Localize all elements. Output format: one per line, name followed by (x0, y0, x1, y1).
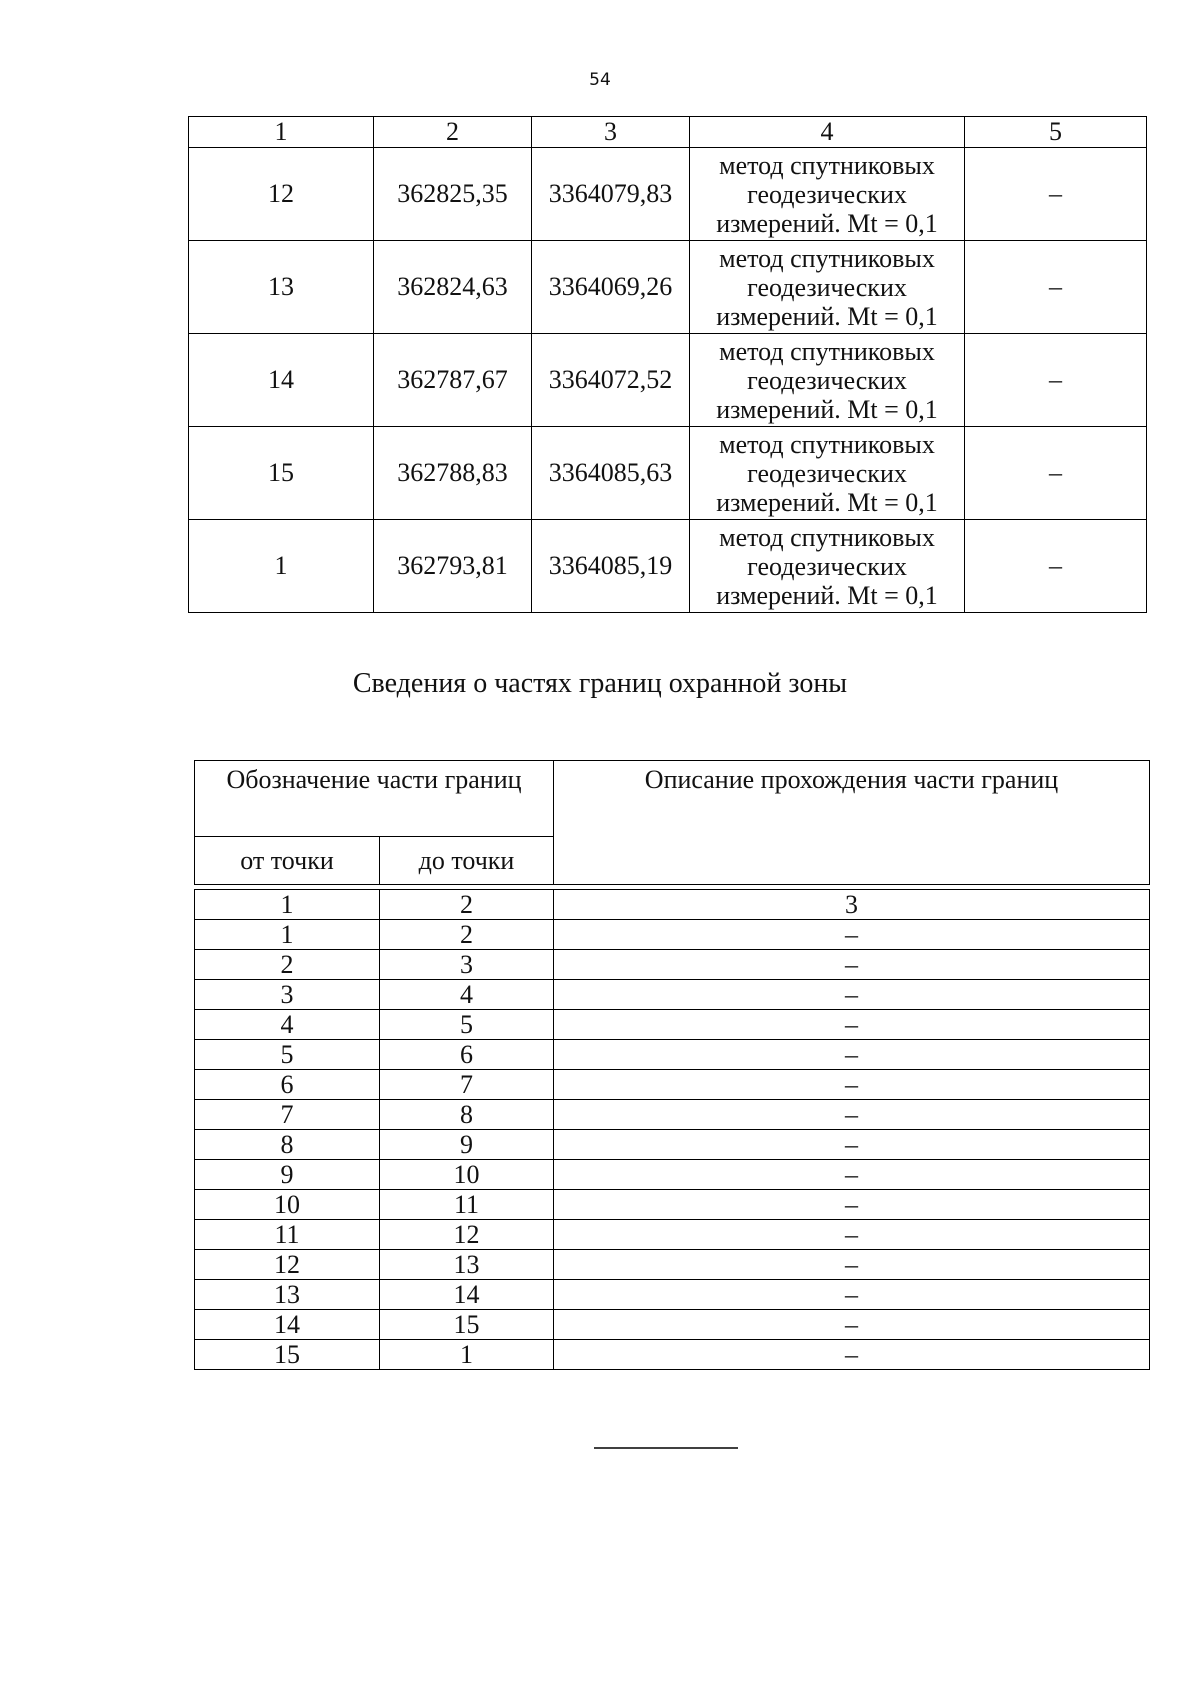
point-number-cell: 14 (189, 334, 374, 427)
y-coordinate-cell: 3364069,26 (532, 241, 690, 334)
point-number-cell: 12 (189, 148, 374, 241)
from-point-cell: 9 (195, 1160, 380, 1190)
to-point-cell: 14 (380, 1280, 554, 1310)
x-coordinate-cell: 362787,67 (374, 334, 532, 427)
description-cell: – (554, 1100, 1150, 1130)
point-number-cell: 15 (189, 427, 374, 520)
description-cell: – (554, 1130, 1150, 1160)
from-point-cell: 12 (195, 1250, 380, 1280)
method-line: геодезических (747, 458, 907, 488)
method-line: геодезических (747, 551, 907, 581)
point-number-cell: 13 (189, 241, 374, 334)
description-cell: – (554, 920, 1150, 950)
method-line: геодезических (747, 179, 907, 209)
to-point-cell: 2 (380, 920, 554, 950)
to-point-cell: 1 (380, 1340, 554, 1370)
header-from-point: от точки (195, 837, 380, 885)
column-number: 2 (380, 890, 554, 920)
from-point-cell: 13 (195, 1280, 380, 1310)
description-cell: – (554, 1040, 1150, 1070)
from-point-cell: 11 (195, 1220, 380, 1250)
column-number: 3 (554, 890, 1150, 920)
to-point-cell: 10 (380, 1160, 554, 1190)
point-number-cell: 1 (189, 520, 374, 613)
to-point-cell: 13 (380, 1250, 554, 1280)
method-line: геодезических (747, 365, 907, 395)
from-point-cell: 5 (195, 1040, 380, 1070)
note-cell: – (965, 334, 1147, 427)
method-line: измерений. Mt = 0,1 (716, 301, 938, 331)
from-point-cell: 6 (195, 1070, 380, 1100)
x-coordinate-cell: 362824,63 (374, 241, 532, 334)
to-point-cell: 5 (380, 1010, 554, 1040)
from-point-cell: 7 (195, 1100, 380, 1130)
from-point-cell: 14 (195, 1310, 380, 1340)
to-point-cell: 15 (380, 1310, 554, 1340)
description-cell: – (554, 1340, 1150, 1370)
from-point-cell: 8 (195, 1130, 380, 1160)
header-description: Описание прохождения части границ (554, 761, 1150, 885)
page-number: 54 (589, 70, 611, 90)
y-coordinate-cell: 3364072,52 (532, 334, 690, 427)
column-number: 5 (965, 117, 1147, 148)
note-cell: – (965, 427, 1147, 520)
method-line: измерений. Mt = 0,1 (716, 487, 938, 517)
note-cell: – (965, 520, 1147, 613)
from-point-cell: 3 (195, 980, 380, 1010)
column-number: 1 (189, 117, 374, 148)
y-coordinate-cell: 3364085,19 (532, 520, 690, 613)
method-line: измерений. Mt = 0,1 (716, 580, 938, 610)
to-point-cell: 3 (380, 950, 554, 980)
y-coordinate-cell: 3364079,83 (532, 148, 690, 241)
description-cell: – (554, 1280, 1150, 1310)
from-point-cell: 2 (195, 950, 380, 980)
column-number: 2 (374, 117, 532, 148)
description-cell: – (554, 950, 1150, 980)
x-coordinate-cell: 362825,35 (374, 148, 532, 241)
description-cell: – (554, 1190, 1150, 1220)
description-cell: – (554, 1220, 1150, 1250)
header-designation: Обозначение части границ (195, 761, 554, 837)
x-coordinate-cell: 362788,83 (374, 427, 532, 520)
to-point-cell: 6 (380, 1040, 554, 1070)
from-point-cell: 4 (195, 1010, 380, 1040)
header-to-point: до точки (380, 837, 554, 885)
from-point-cell: 1 (195, 920, 380, 950)
to-point-cell: 12 (380, 1220, 554, 1250)
method-line: геодезических (747, 272, 907, 302)
from-point-cell: 15 (195, 1340, 380, 1370)
method-line: метод спутниковых (719, 522, 935, 552)
column-number: 4 (690, 117, 965, 148)
x-coordinate-cell: 362793,81 (374, 520, 532, 613)
section-title: Сведения о частях границ охранной зоны (352, 668, 848, 699)
description-cell: – (554, 1160, 1150, 1190)
to-point-cell: 8 (380, 1100, 554, 1130)
description-cell: – (554, 1010, 1150, 1040)
description-cell: – (554, 1070, 1150, 1100)
method-line: метод спутниковых (719, 150, 935, 180)
method-line: измерений. Mt = 0,1 (716, 208, 938, 238)
y-coordinate-cell: 3364085,63 (532, 427, 690, 520)
column-number: 1 (195, 890, 380, 920)
description-cell: – (554, 1250, 1150, 1280)
description-cell: – (554, 980, 1150, 1010)
description-cell: – (554, 1310, 1150, 1340)
method-line: метод спутниковых (719, 243, 935, 273)
method-line: метод спутниковых (719, 429, 935, 459)
note-cell: – (965, 148, 1147, 241)
note-cell: – (965, 241, 1147, 334)
method-line: метод спутниковых (719, 336, 935, 366)
to-point-cell: 7 (380, 1070, 554, 1100)
to-point-cell: 4 (380, 980, 554, 1010)
to-point-cell: 9 (380, 1130, 554, 1160)
from-point-cell: 10 (195, 1190, 380, 1220)
to-point-cell: 11 (380, 1190, 554, 1220)
column-number: 3 (532, 117, 690, 148)
method-line: измерений. Mt = 0,1 (716, 394, 938, 424)
